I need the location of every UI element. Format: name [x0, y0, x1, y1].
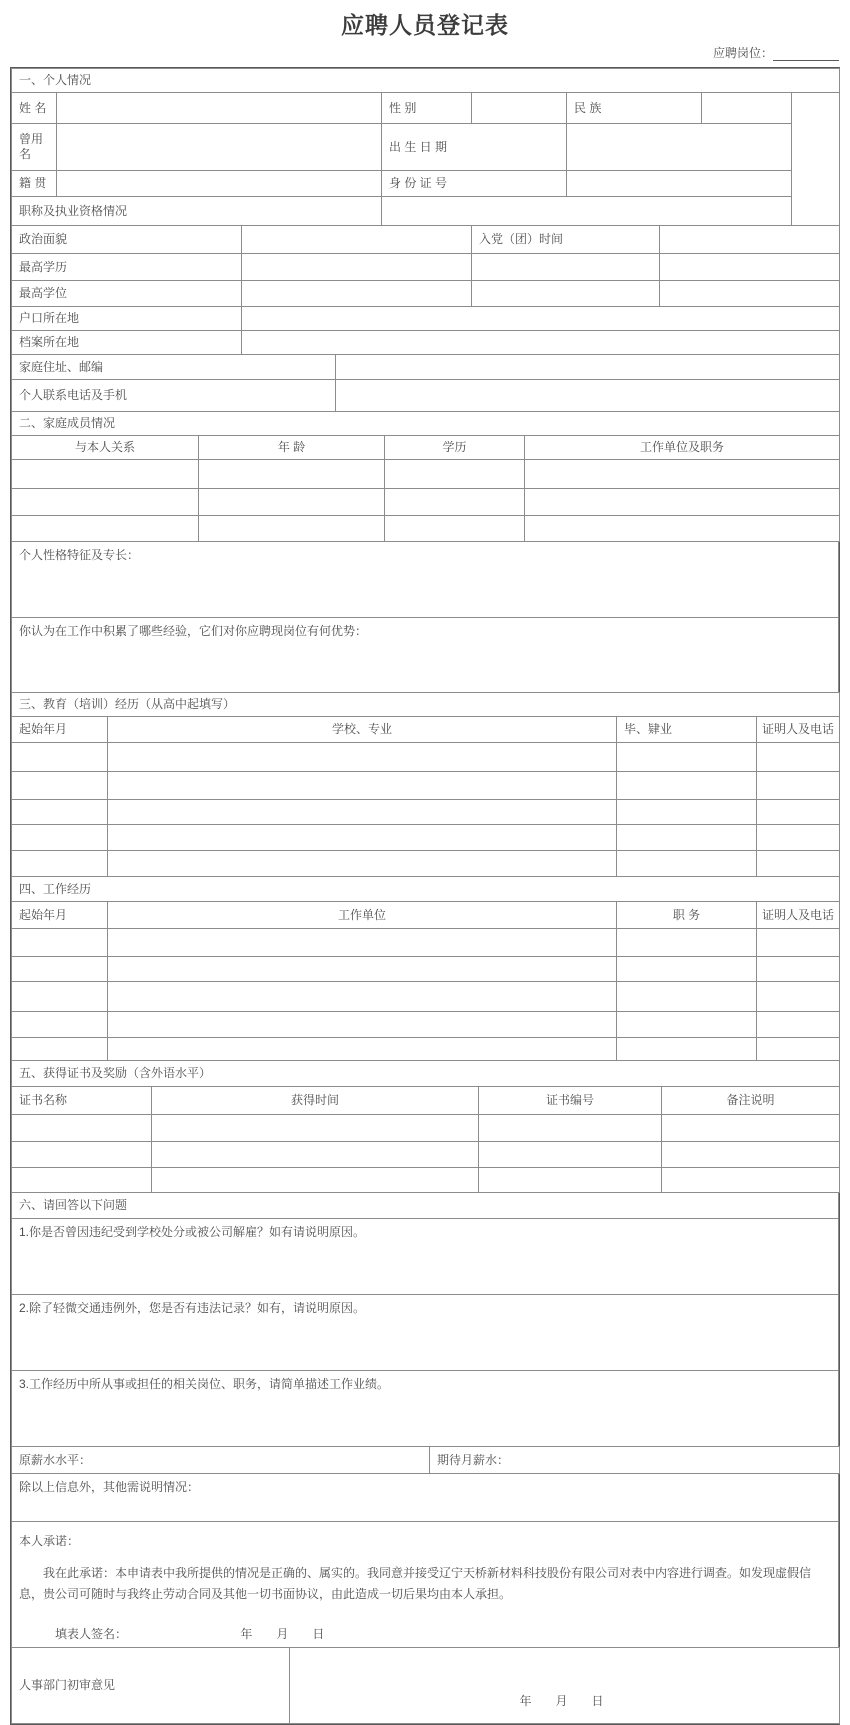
top-education-extra-cell2[interactable] [660, 254, 840, 281]
work-employer-cell[interactable] [108, 1012, 617, 1038]
family-employer-cell[interactable] [525, 516, 840, 542]
edu-reference-cell[interactable] [757, 825, 840, 851]
education-table [11, 692, 840, 877]
cert-col-name: 证书名称 [12, 1087, 152, 1115]
work-row [12, 929, 840, 957]
hukou-label: 户口所在地 [12, 307, 242, 331]
edu-period-cell[interactable] [12, 825, 108, 851]
family-relation-cell[interactable] [12, 489, 199, 516]
cert-number-cell[interactable] [479, 1168, 662, 1193]
gender-input-cell[interactable] [472, 93, 567, 124]
education-row [12, 772, 840, 800]
top-education-label: 最高学历 [12, 254, 242, 281]
family-row [12, 516, 840, 542]
former-name-input-cell[interactable] [57, 124, 382, 171]
top-education-input-cell[interactable] [242, 254, 472, 281]
section5-heading: 五、获得证书及奖励（含外语水平） [12, 1061, 840, 1087]
edu-period-cell[interactable] [12, 851, 108, 877]
archive-label: 档案所在地 [12, 331, 242, 355]
cert-name-cell[interactable] [12, 1115, 152, 1142]
work-period-cell[interactable] [12, 957, 108, 982]
edu-col-graduation: 毕、肄业 [617, 717, 757, 743]
family-age-cell[interactable] [199, 489, 385, 516]
cert-name-cell[interactable] [12, 1142, 152, 1168]
cert-col-remark: 备注说明 [662, 1087, 840, 1115]
party-time-input-cell[interactable] [660, 226, 840, 254]
work-col-position: 职 务 [617, 902, 757, 929]
cert-col-number: 证书编号 [479, 1087, 662, 1115]
work-period-cell[interactable] [12, 929, 108, 957]
edu-reference-cell[interactable] [757, 851, 840, 877]
family-table [11, 411, 840, 542]
work-row [12, 1012, 840, 1038]
former-name-label: 曾用名 [12, 124, 57, 171]
phone-input-cell[interactable] [336, 380, 840, 412]
personal-info-table [11, 68, 840, 412]
party-time-label: 入党（团）时间 [472, 226, 660, 254]
work-reference-cell[interactable] [757, 1012, 840, 1038]
position-applied-label: 应聘岗位： [712, 46, 773, 60]
work-reference-cell[interactable] [757, 929, 840, 957]
hr-review-date-label: 年 月 日 [519, 1694, 610, 1708]
commitment-cell [12, 1522, 839, 1648]
work-reference-cell[interactable] [757, 957, 840, 982]
edu-col-reference: 证明人及电话 [757, 717, 840, 743]
commitment-table [11, 1521, 839, 1648]
question1-cell[interactable]: 1.你是否曾因违纪受到学校处分或被公司解雇？如有请说明原因。 [12, 1219, 839, 1295]
family-relation-cell[interactable] [12, 460, 199, 489]
salary-table [11, 1446, 840, 1474]
education-row [12, 851, 840, 877]
family-col-education: 学历 [385, 436, 525, 460]
family-education-cell[interactable] [385, 489, 525, 516]
title-cert-input-cell[interactable] [382, 197, 792, 226]
work-position-cell[interactable] [617, 1012, 757, 1038]
edu-reference-cell[interactable] [757, 772, 840, 800]
archive-input-cell[interactable] [242, 331, 840, 355]
native-place-input-cell[interactable] [57, 171, 382, 197]
native-place-label: 籍 贯 [12, 171, 57, 197]
signature-date-label[interactable]: 年 月 日 [240, 1627, 331, 1641]
work-employer-cell[interactable] [108, 957, 617, 982]
edu-school-cell[interactable] [108, 800, 617, 825]
certificate-row [12, 1142, 840, 1168]
family-col-relation: 与本人关系 [12, 436, 199, 460]
position-applied-line [11, 44, 839, 61]
top-degree-label: 最高学位 [12, 281, 242, 307]
work-reference-cell[interactable] [757, 1038, 840, 1061]
commitment-body: 我在此承诺：本申请表中我所提供的情况是正确的、属实的。我同意并接受辽宁天桥新材料科技股份有限公司对表中内容进行调查。如发现虚假信息，贵公司可随时与我终止劳动合同及其他一切书面协议，由此造成一切后果均由本人承担。 [19, 1566, 812, 1601]
family-row [12, 460, 840, 489]
expected-salary-cell[interactable]: 期待月薪水： [430, 1447, 840, 1474]
political-input-cell[interactable] [242, 226, 472, 254]
name-input-cell[interactable] [57, 93, 382, 124]
cert-number-cell[interactable] [479, 1115, 662, 1142]
work-period-cell[interactable] [12, 982, 108, 1012]
family-employer-cell[interactable] [525, 489, 840, 516]
family-age-cell[interactable] [199, 516, 385, 542]
family-relation-cell[interactable] [12, 516, 199, 542]
section2-heading: 二、家庭成员情况 [12, 412, 840, 436]
work-employer-cell[interactable] [108, 982, 617, 1012]
signature-row [19, 1627, 831, 1642]
work-col-reference: 证明人及电话 [757, 902, 840, 929]
work-row [12, 957, 840, 982]
edu-graduation-cell[interactable] [617, 772, 757, 800]
cert-name-cell[interactable] [12, 1168, 152, 1193]
hr-review-label: 人事部门初审意见 [12, 1648, 290, 1724]
experience-cell[interactable]: 你认为在工作中积累了哪些经验，它们对你应聘现岗位有何优势： [12, 618, 839, 693]
edu-school-cell[interactable] [108, 743, 617, 772]
gender-label: 性 别 [382, 93, 472, 124]
cert-date-cell[interactable] [152, 1142, 479, 1168]
edu-reference-cell[interactable] [757, 800, 840, 825]
edu-graduation-cell[interactable] [617, 743, 757, 772]
edu-col-school: 学校、专业 [108, 717, 617, 743]
address-input-cell[interactable] [336, 355, 840, 380]
cert-remark-cell[interactable] [662, 1142, 840, 1168]
section1-heading: 一、个人情况 [12, 69, 840, 93]
cert-date-cell[interactable] [152, 1115, 479, 1142]
certificate-table [11, 1060, 840, 1193]
section3-heading: 三、教育（培训）经历（从高中起填写） [12, 693, 840, 717]
position-applied-blank[interactable] [773, 48, 839, 61]
work-position-cell[interactable] [617, 957, 757, 982]
edu-school-cell[interactable] [108, 825, 617, 851]
work-period-cell[interactable] [12, 1038, 108, 1061]
family-age-cell[interactable] [199, 460, 385, 489]
title-cert-label: 职称及执业资格情况 [12, 197, 382, 226]
top-education-extra-cell[interactable] [472, 254, 660, 281]
previous-salary-cell[interactable]: 原薪水水平： [12, 1447, 430, 1474]
edu-period-cell[interactable] [12, 743, 108, 772]
hr-review-table [11, 1647, 840, 1724]
commitment-title: 本人承诺： [19, 1534, 80, 1548]
edu-graduation-cell[interactable] [617, 825, 757, 851]
questions-table [11, 1192, 839, 1447]
page-title: 应聘人员登记表 [341, 12, 509, 38]
ethnic-input-cell[interactable] [702, 93, 792, 124]
birth-date-label: 出 生 日 期 [382, 124, 567, 171]
question3-cell[interactable]: 3.工作经历中所从事或担任的相关岗位、职务，请简单描述工作业绩。 [12, 1371, 839, 1447]
id-number-label: 身 份 证 号 [382, 171, 567, 197]
education-row [12, 825, 840, 851]
edu-period-cell[interactable] [12, 772, 108, 800]
education-row [12, 743, 840, 772]
section4-heading: 四、工作经历 [12, 877, 840, 902]
education-row [12, 800, 840, 825]
birth-date-input-cell[interactable] [567, 124, 792, 171]
cert-remark-cell[interactable] [662, 1115, 840, 1142]
work-period-cell[interactable] [12, 1012, 108, 1038]
address-label: 家庭住址、邮编 [12, 355, 336, 380]
section6-heading: 六、请回答以下问题 [12, 1193, 839, 1219]
name-label: 姓 名 [12, 93, 57, 124]
work-table [11, 876, 840, 1061]
work-position-cell[interactable] [617, 982, 757, 1012]
signature-label[interactable]: 填表人签名： [55, 1627, 128, 1641]
work-reference-cell[interactable] [757, 982, 840, 1012]
family-education-cell[interactable] [385, 516, 525, 542]
top-degree-extra-cell2[interactable] [660, 281, 840, 307]
work-row [12, 1038, 840, 1061]
cert-col-date: 获得时间 [152, 1087, 479, 1115]
personality-cell[interactable]: 个人性格特征及专长： [12, 542, 839, 618]
question2-cell[interactable]: 2.除了轻微交通违例外，您是否有违法记录？如有，请说明原因。 [12, 1295, 839, 1371]
cert-remark-cell[interactable] [662, 1168, 840, 1193]
ethnic-label: 民 族 [567, 93, 702, 124]
notes-table [11, 541, 839, 693]
certificate-row [12, 1168, 840, 1193]
other-info-cell[interactable]: 除以上信息外，其他需说明情况： [12, 1474, 839, 1522]
certificate-row [12, 1115, 840, 1142]
edu-school-cell[interactable] [108, 851, 617, 877]
edu-graduation-cell[interactable] [617, 800, 757, 825]
work-position-cell[interactable] [617, 929, 757, 957]
work-col-employer: 工作单位 [108, 902, 617, 929]
top-degree-extra-cell[interactable] [472, 281, 660, 307]
family-col-employer: 工作单位及职务 [525, 436, 840, 460]
top-degree-input-cell[interactable] [242, 281, 472, 307]
work-row [12, 982, 840, 1012]
cert-date-cell[interactable] [152, 1168, 479, 1193]
edu-school-cell[interactable] [108, 772, 617, 800]
edu-period-cell[interactable] [12, 800, 108, 825]
application-form [10, 67, 840, 1725]
family-col-age: 年 龄 [199, 436, 385, 460]
hr-review-cell[interactable] [290, 1648, 840, 1724]
edu-graduation-cell[interactable] [617, 851, 757, 877]
edu-reference-cell[interactable] [757, 743, 840, 772]
family-row [12, 489, 840, 516]
family-employer-cell[interactable] [525, 460, 840, 489]
work-col-period: 起始年月 [12, 902, 108, 929]
hukou-input-cell[interactable] [242, 307, 840, 331]
edu-col-period: 起始年月 [12, 717, 108, 743]
cert-number-cell[interactable] [479, 1142, 662, 1168]
work-employer-cell[interactable] [108, 1038, 617, 1061]
other-info-table [11, 1473, 839, 1522]
family-education-cell[interactable] [385, 460, 525, 489]
phone-label: 个人联系电话及手机 [12, 380, 336, 412]
photo-cell[interactable] [792, 93, 840, 226]
work-position-cell[interactable] [617, 1038, 757, 1061]
political-label: 政治面貌 [12, 226, 242, 254]
work-employer-cell[interactable] [108, 929, 617, 957]
id-number-input-cell[interactable] [567, 171, 792, 197]
